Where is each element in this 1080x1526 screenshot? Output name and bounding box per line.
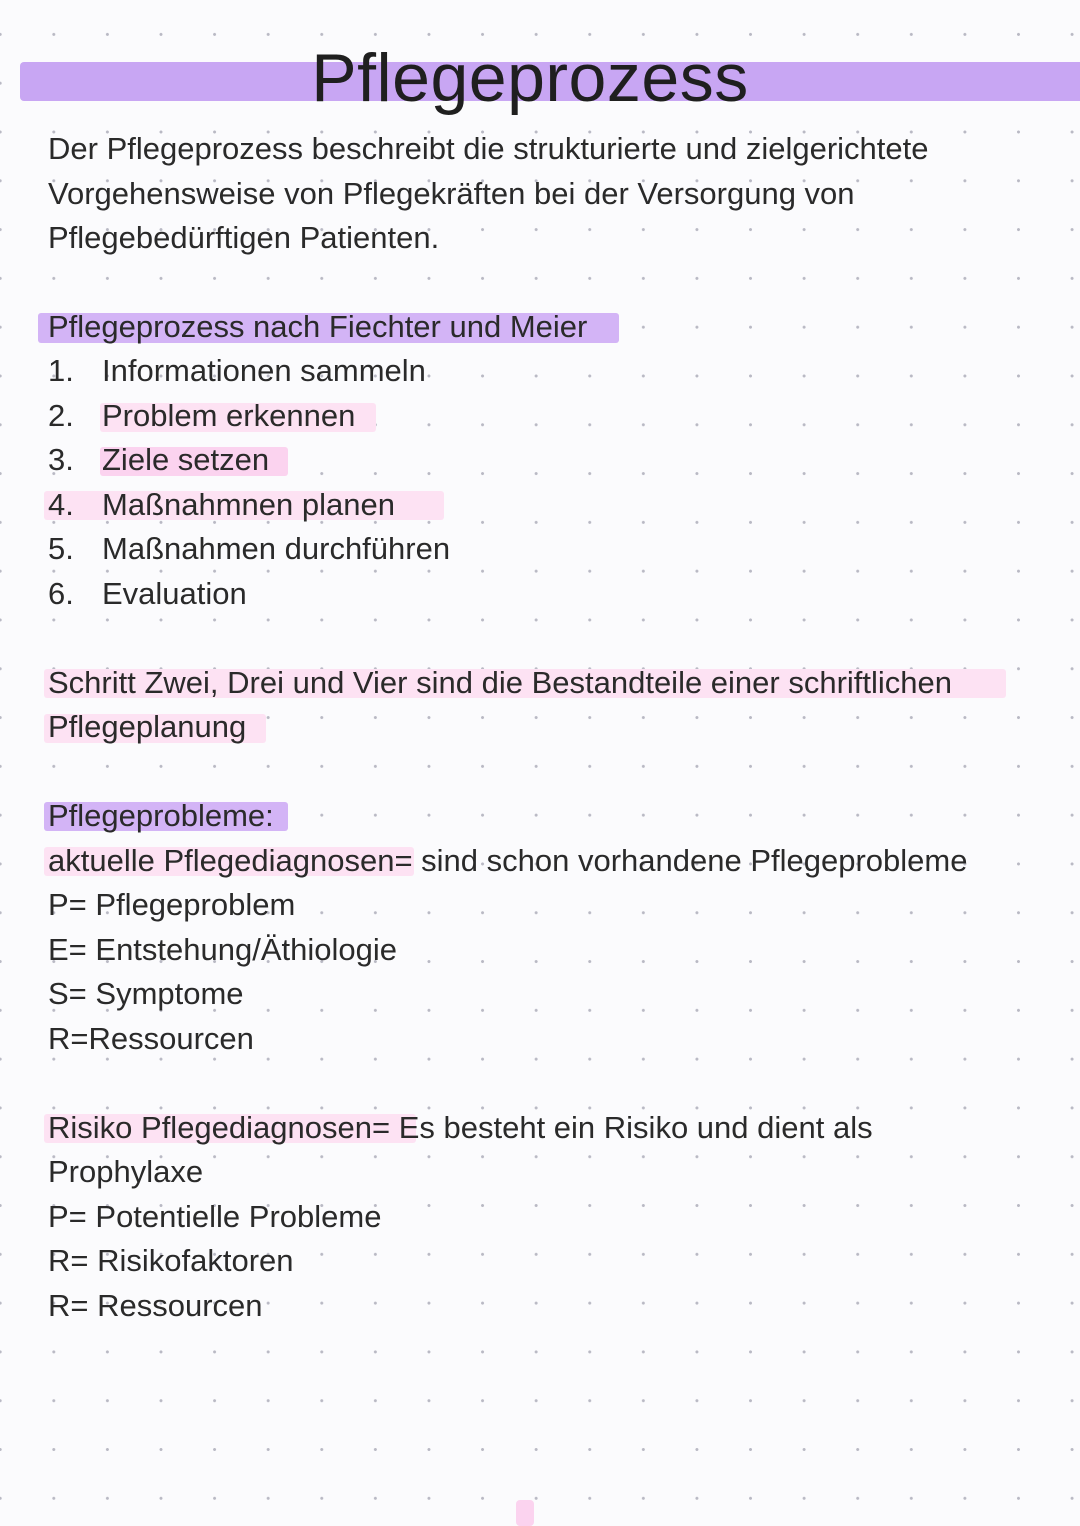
step-label: Problem erkennen <box>102 398 356 433</box>
step-item-5 <box>48 529 450 569</box>
step-number: 1. <box>48 353 74 388</box>
step-item-2 <box>48 396 355 436</box>
step-number: 2. <box>48 398 74 433</box>
aktuelle-item-s: S= Symptome <box>48 976 244 1011</box>
risiko-item-r1: R= Risikofaktoren <box>48 1243 294 1278</box>
intro-line-1: Der Pflegeprozess beschreibt die strukturierte und zielgerichtete <box>48 131 929 166</box>
step-label: Ziele setzen <box>102 442 270 477</box>
page-title: Pflegeprozess <box>311 40 749 116</box>
step-item-3 <box>48 440 269 480</box>
step-label: Informationen sammeln <box>102 353 426 388</box>
step-number: 3. <box>48 442 74 477</box>
problems-heading: Pflegeprobleme: <box>48 798 274 833</box>
step-number: 4. <box>48 487 74 522</box>
steps-heading: Pflegeprozess nach Fiechter und Meier <box>48 309 588 344</box>
step-item-6 <box>48 574 247 614</box>
step-label: Evaluation <box>102 576 247 611</box>
intro-line-2: Vorgehensweise von Pflegekräften bei der Versorgung von <box>48 176 855 211</box>
step-item-1 <box>48 351 426 391</box>
aktuelle-definition <box>48 841 967 881</box>
risiko-definition-cont: Prophylaxe <box>48 1154 204 1189</box>
aktuelle-item-r: R=Ressourcen <box>48 1021 254 1056</box>
step-number: 5. <box>48 531 74 566</box>
step-label: Maßnahmnen planen <box>102 487 395 522</box>
aktuelle-definition-text: = sind schon vorhandene Pflegeprobleme <box>394 843 968 878</box>
risiko-item-r2: R= Ressourcen <box>48 1288 263 1323</box>
bottom-highlight-mark <box>516 1500 534 1526</box>
step-label: Maßnahmen durchführen <box>102 531 451 566</box>
step-number: 6. <box>48 576 74 611</box>
step-item-4 <box>48 485 395 525</box>
aktuelle-item-p: P= Pflegeproblem <box>48 887 296 922</box>
risiko-term: Risiko Pflegediagnosen= <box>48 1110 391 1145</box>
aktuelle-item-e: E= Entstehung/Äthiologie <box>48 932 398 967</box>
aktuelle-term: aktuelle Pflegediagnosen <box>48 843 395 878</box>
risiko-item-p: P= Potentielle Probleme <box>48 1199 382 1234</box>
risiko-definition-text: Es besteht ein Risiko und dient als <box>390 1110 873 1145</box>
planning-note-line-2: Pflegeplanung <box>48 709 247 744</box>
planning-note-line-1: Schritt Zwei, Drei und Vier sind die Bestandteile einer schriftlichen <box>48 665 953 700</box>
risiko-definition <box>48 1108 873 1148</box>
intro-line-3: Pflegebedürftigen Patienten. <box>48 220 440 255</box>
